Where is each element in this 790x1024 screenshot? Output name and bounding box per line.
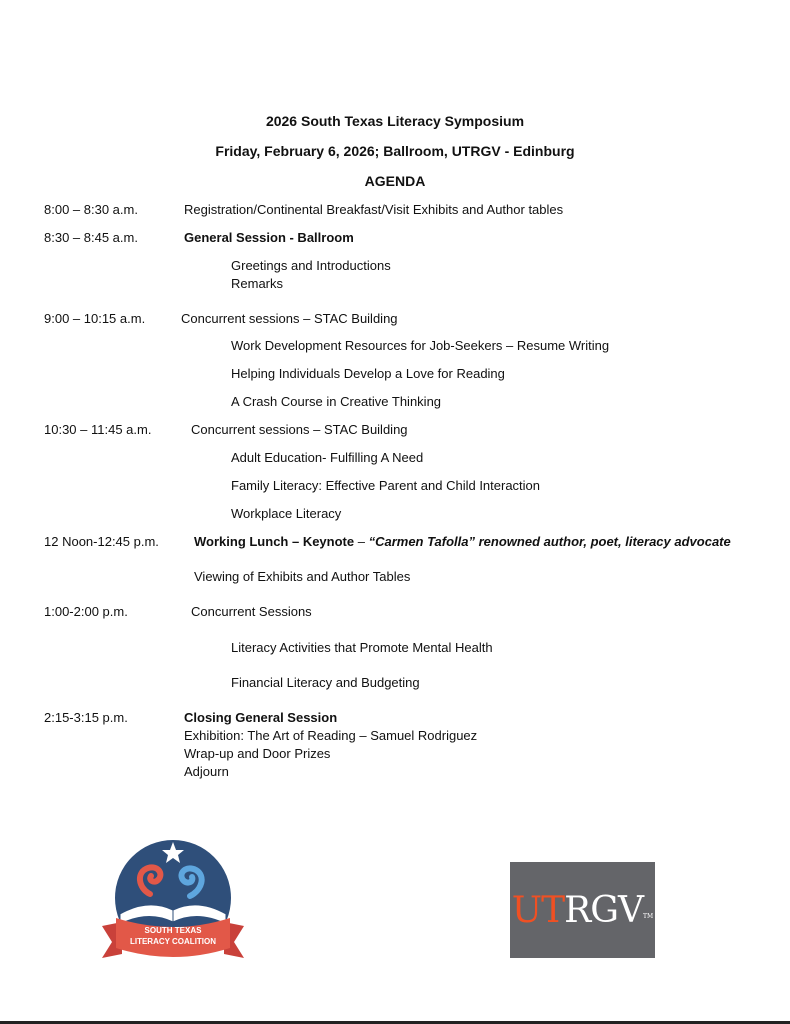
utrgv-rgv-text: RGV (564, 890, 644, 931)
session-item: Viewing of Exhibits and Author Tables (194, 569, 411, 584)
session-item: Family Literacy: Effective Parent and Child Interaction (231, 478, 541, 493)
agenda-heading: AGENDA (364, 173, 426, 189)
utrgv-logo (510, 862, 655, 958)
date-location: Friday, February 6, 2026; Ballroom, UTRGV - Edinburg (215, 143, 575, 159)
keynote-dash: – (354, 534, 369, 549)
coalition-text-line1: SOUTH TEXAS (144, 926, 202, 935)
session-item: Workplace Literacy (231, 506, 342, 521)
agenda-title: General Session - Ballroom (184, 230, 354, 245)
utrgv-wordmark (510, 892, 655, 936)
agenda-title: Concurrent sessions – STAC Building (181, 311, 398, 326)
utrgv-ut-text: UT (511, 890, 565, 931)
agenda-time: 12 Noon-12:45 p.m. (44, 534, 159, 549)
session-item: Wrap-up and Door Prizes (184, 746, 331, 761)
coalition-text-line2: LITERACY COALITION (129, 937, 217, 946)
session-item: Financial Literacy and Budgeting (231, 675, 420, 690)
session-item: Helping Individuals Develop a Love for Reading (231, 366, 505, 381)
agenda-time: 9:00 – 10:15 a.m. (44, 311, 146, 326)
agenda-title: Concurrent Sessions (191, 604, 312, 619)
agenda-time: 1:00-2:00 p.m. (44, 604, 128, 619)
keynote-line (194, 534, 731, 550)
trademark-mark: TM (643, 913, 654, 920)
session-item: Work Development Resources for Job-Seekers – Resume Writing (231, 338, 610, 353)
agenda-time: 10:30 – 11:45 a.m. (44, 422, 152, 437)
session-item: Exhibition: The Art of Reading – Samuel Rodriguez (184, 728, 478, 743)
session-item: Literacy Activities that Promote Mental Health (231, 640, 493, 655)
agenda-time: 8:00 – 8:30 a.m. (44, 202, 138, 217)
agenda-title: Working Lunch – Keynote (194, 534, 355, 549)
keynote-speaker: “Carmen Tafolla” renowned author, poet, literacy advocate (368, 534, 731, 549)
agenda-title: Registration/Continental Breakfast/Visit Exhibits and Author tables (184, 202, 564, 217)
session-item: Remarks (231, 276, 284, 291)
session-item: A Crash Course in Creative Thinking (231, 394, 442, 409)
session-item: Adjourn (184, 764, 229, 779)
agenda-title: Concurrent sessions – STAC Building (191, 422, 408, 437)
session-item: Greetings and Introductions (231, 258, 391, 273)
south-texas-literacy-coalition-logo (98, 836, 248, 976)
agenda-title: Closing General Session (184, 710, 338, 725)
symposium-title: 2026 South Texas Literacy Symposium (265, 113, 525, 129)
agenda-time: 2:15-3:15 p.m. (44, 710, 128, 725)
session-item: Adult Education- Fulfilling A Need (231, 450, 424, 465)
agenda-time: 8:30 – 8:45 a.m. (44, 230, 138, 245)
